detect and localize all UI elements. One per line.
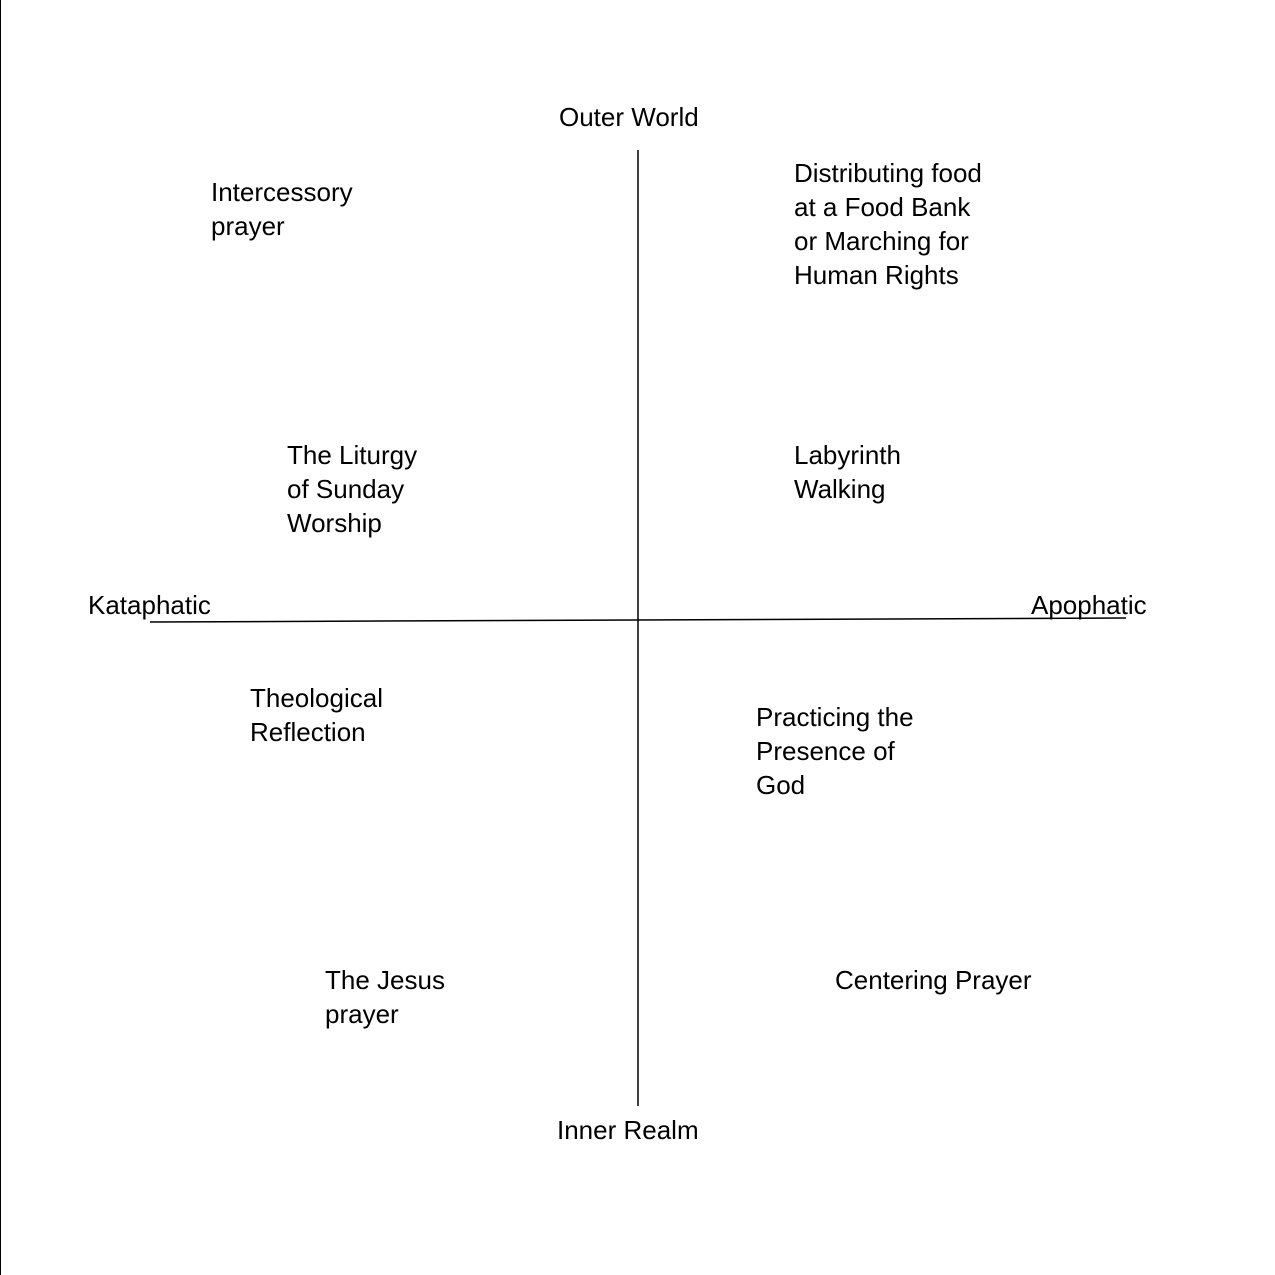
- item-jesus-prayer: [325, 963, 445, 1031]
- item-line: The Liturgy: [287, 440, 418, 470]
- axis-label-right: Apophatic: [1031, 590, 1147, 620]
- item-presence-of-god: [756, 700, 914, 802]
- item-intercessory-prayer: [211, 175, 353, 243]
- item-line: Labyrinth: [794, 440, 901, 470]
- item-line: Reflection: [250, 717, 366, 747]
- item-line: The Jesus: [325, 965, 445, 995]
- item-food-bank: [794, 156, 982, 292]
- axis-label-top: Outer World: [559, 102, 699, 132]
- item-line: prayer: [325, 999, 399, 1029]
- item-line: or Marching for: [794, 226, 969, 256]
- item-line: Worship: [287, 508, 382, 538]
- item-centering-prayer: [835, 963, 1032, 997]
- item-line: Centering Prayer: [835, 965, 1032, 995]
- item-line: of Sunday: [287, 474, 405, 504]
- axis-label-left: Kataphatic: [88, 590, 211, 620]
- item-line: Intercessory: [211, 177, 353, 207]
- item-line: Human Rights: [794, 260, 959, 290]
- item-line: at a Food Bank: [794, 192, 971, 222]
- item-theological-reflection: [250, 681, 383, 749]
- axis-label-bottom: Inner Realm: [557, 1115, 699, 1145]
- item-line: God: [756, 770, 806, 800]
- item-liturgy: [287, 438, 417, 540]
- item-line: Presence of: [756, 736, 895, 766]
- item-line: Distributing food: [794, 158, 982, 188]
- item-line: Practicing the: [756, 702, 914, 732]
- item-labyrinth-walking: [794, 438, 901, 506]
- item-line: prayer: [211, 211, 285, 241]
- item-line: Walking: [794, 474, 886, 504]
- item-line: Theological: [250, 683, 383, 713]
